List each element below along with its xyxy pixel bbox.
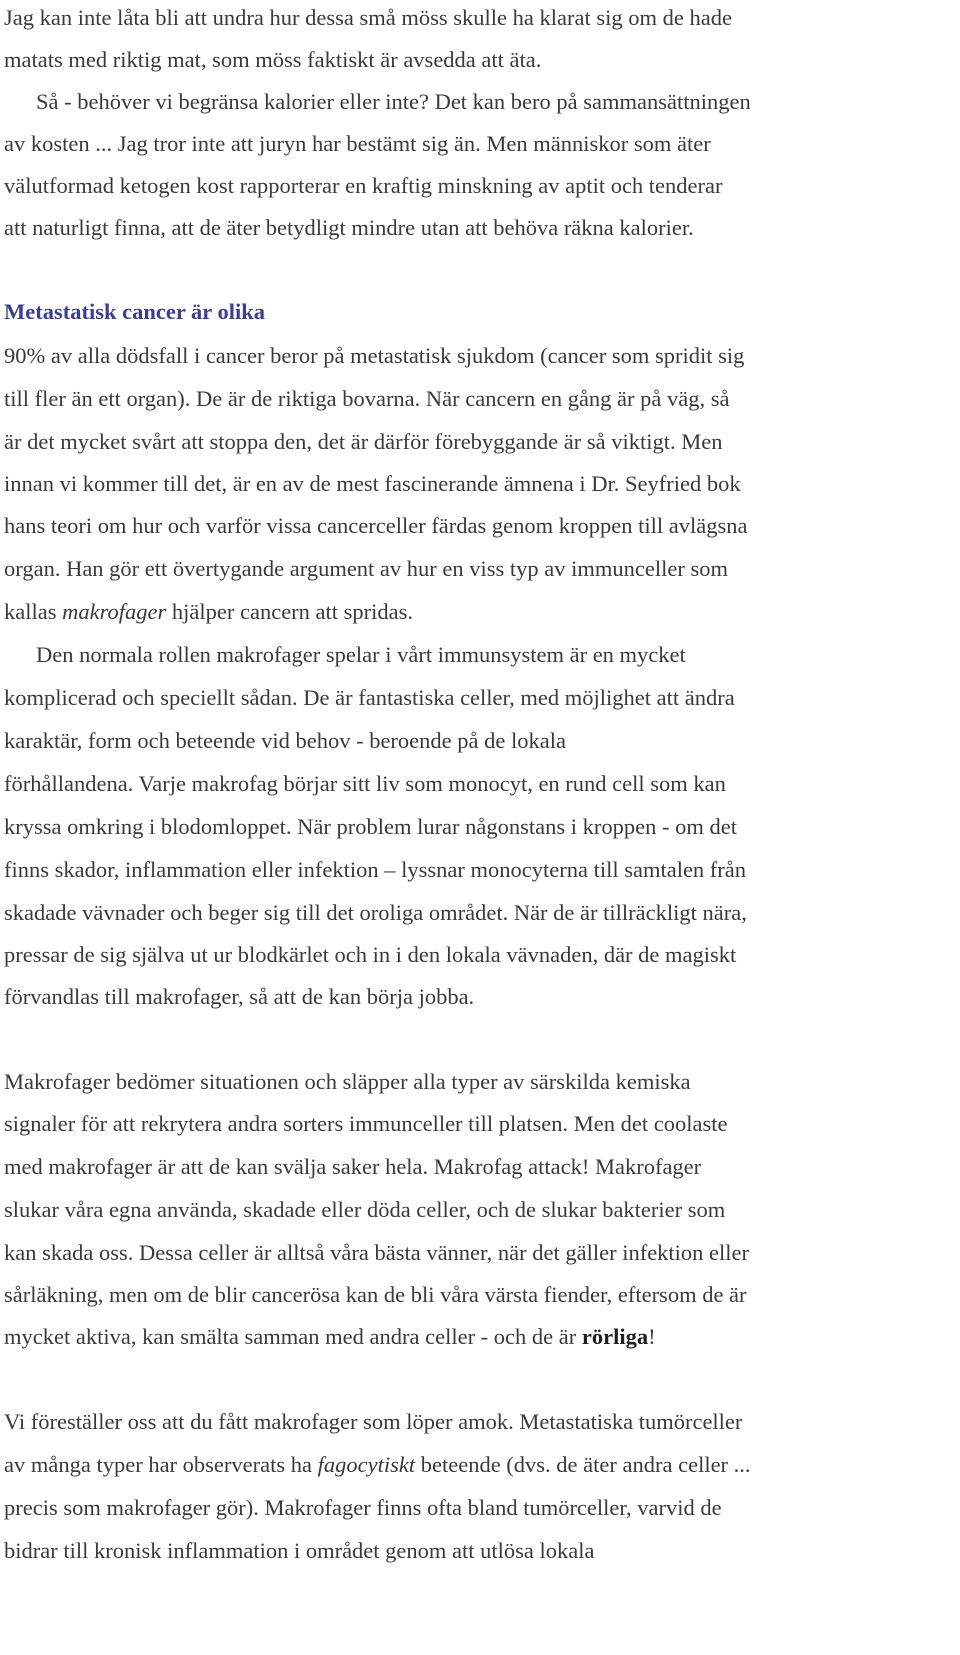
text-line: förvandlas till makrofager, så att de kan börja jobba. <box>4 984 475 1009</box>
text-line: välutformad ketogen kost rapporterar en kraftig minskning av aptit och tenderar <box>4 173 723 198</box>
text-run: kallas <box>4 599 63 624</box>
text-line: finns skador, inflammation eller infektion – lyssnar monocyterna till samtalen från <box>4 857 747 882</box>
text-line: hans teori om hur och varför vissa cancerceller färdas genom kroppen till avlägsna <box>4 513 748 538</box>
section-heading: Metastatisk cancer är olika <box>4 299 266 324</box>
text-line: komplicerad och speciellt sådan. De är fantastiska celler, med möjlighet att ändra <box>4 685 735 710</box>
text-line: sårläkning, men om de blir cancerösa kan de bli våra värsta fiender, eftersom de är <box>4 1282 747 1307</box>
text-line: kryssa omkring i blodomloppet. När problem lurar någonstans i kroppen - om det <box>4 814 737 839</box>
text-line <box>4 598 413 626</box>
text-line: kan skada oss. Dessa celler är alltså våra bästa vänner, när det gäller infektion eller <box>4 1240 750 1265</box>
text-run: mycket aktiva, kan smälta samman med andra celler - och de är <box>4 1324 582 1349</box>
italic-term: fagocytiskt <box>317 1452 416 1477</box>
text-line: 90% av alla dödsfall i cancer beror på metastatisk sjukdom (cancer som spridit sig <box>4 343 745 368</box>
text-line: innan vi kommer till det, är en av de mest fascinerande ämnena i Dr. Seyfried bok <box>4 471 741 496</box>
text-line: karaktär, form och beteende vid behov - beroende på de lokala <box>4 728 566 753</box>
text-line: Jag kan inte låta bli att undra hur dessa små möss skulle ha klarat sig om de hade <box>4 5 732 30</box>
text-line: organ. Han gör ett övertygande argument av hur en viss typ av immunceller som <box>4 556 728 581</box>
text-run: beteende (dvs. de äter andra celler ... <box>415 1452 751 1477</box>
text-line: med makrofager är att de kan svälja saker hela. Makrofag attack! Makrofager <box>4 1154 702 1179</box>
text-run: av många typer har observerats ha <box>4 1452 318 1477</box>
text-line: Makrofager bedömer situationen och släpper alla typer av särskilda kemiska <box>4 1069 691 1094</box>
text-line: bidrar till kronisk inflammation i området genom att utlösa lokala <box>4 1538 595 1563</box>
bold-term: rörliga <box>581 1324 649 1349</box>
text-line: Den normala rollen makrofager spelar i vårt immunsystem är en mycket <box>36 642 686 667</box>
text-line: pressar de sig själva ut ur blodkärlet och in i den lokala vävnaden, där de magiskt <box>4 942 737 967</box>
text-line: skadade vävnader och beger sig till det oroliga området. När de är tillräckligt nära, <box>4 900 747 925</box>
text-line: precis som makrofager gör). Makrofager finns ofta bland tumörceller, varvid de <box>4 1495 722 1520</box>
text-run: ! <box>648 1324 656 1349</box>
text-line <box>4 1323 656 1351</box>
text-line: är det mycket svårt att stoppa den, det är därför förebyggande är så viktigt. Men <box>4 429 723 454</box>
text-line: till fler än ett organ). De är de riktiga bovarna. När cancern en gång är på väg, så <box>4 386 730 411</box>
text-line: av kosten ... Jag tror inte att juryn har bestämt sig än. Men människor som äter <box>4 131 711 156</box>
text-line: signaler för att rekrytera andra sorters immunceller till platsen. Men det coolaste <box>4 1111 728 1136</box>
text-line: matats med riktig mat, som möss faktiskt är avsedda att äta. <box>4 47 542 72</box>
italic-term: makrofager <box>62 599 167 624</box>
text-run: hjälper cancern att spridas. <box>166 599 414 624</box>
text-line: slukar våra egna använda, skadade eller döda celler, och de slukar bakterier som <box>4 1197 726 1222</box>
text-line: Så - behöver vi begränsa kalorier eller inte? Det kan bero på sammansättningen <box>36 89 751 114</box>
text-line: att naturligt finna, att de äter betydligt mindre utan att behöva räkna kalorier. <box>4 215 694 240</box>
text-line: förhållandena. Varje makrofag börjar sitt liv som monocyt, en rund cell som kan <box>4 771 726 796</box>
text-line: Vi föreställer oss att du fått makrofager som löper amok. Metastatiska tumörceller <box>4 1409 743 1434</box>
text-line <box>4 1451 751 1479</box>
